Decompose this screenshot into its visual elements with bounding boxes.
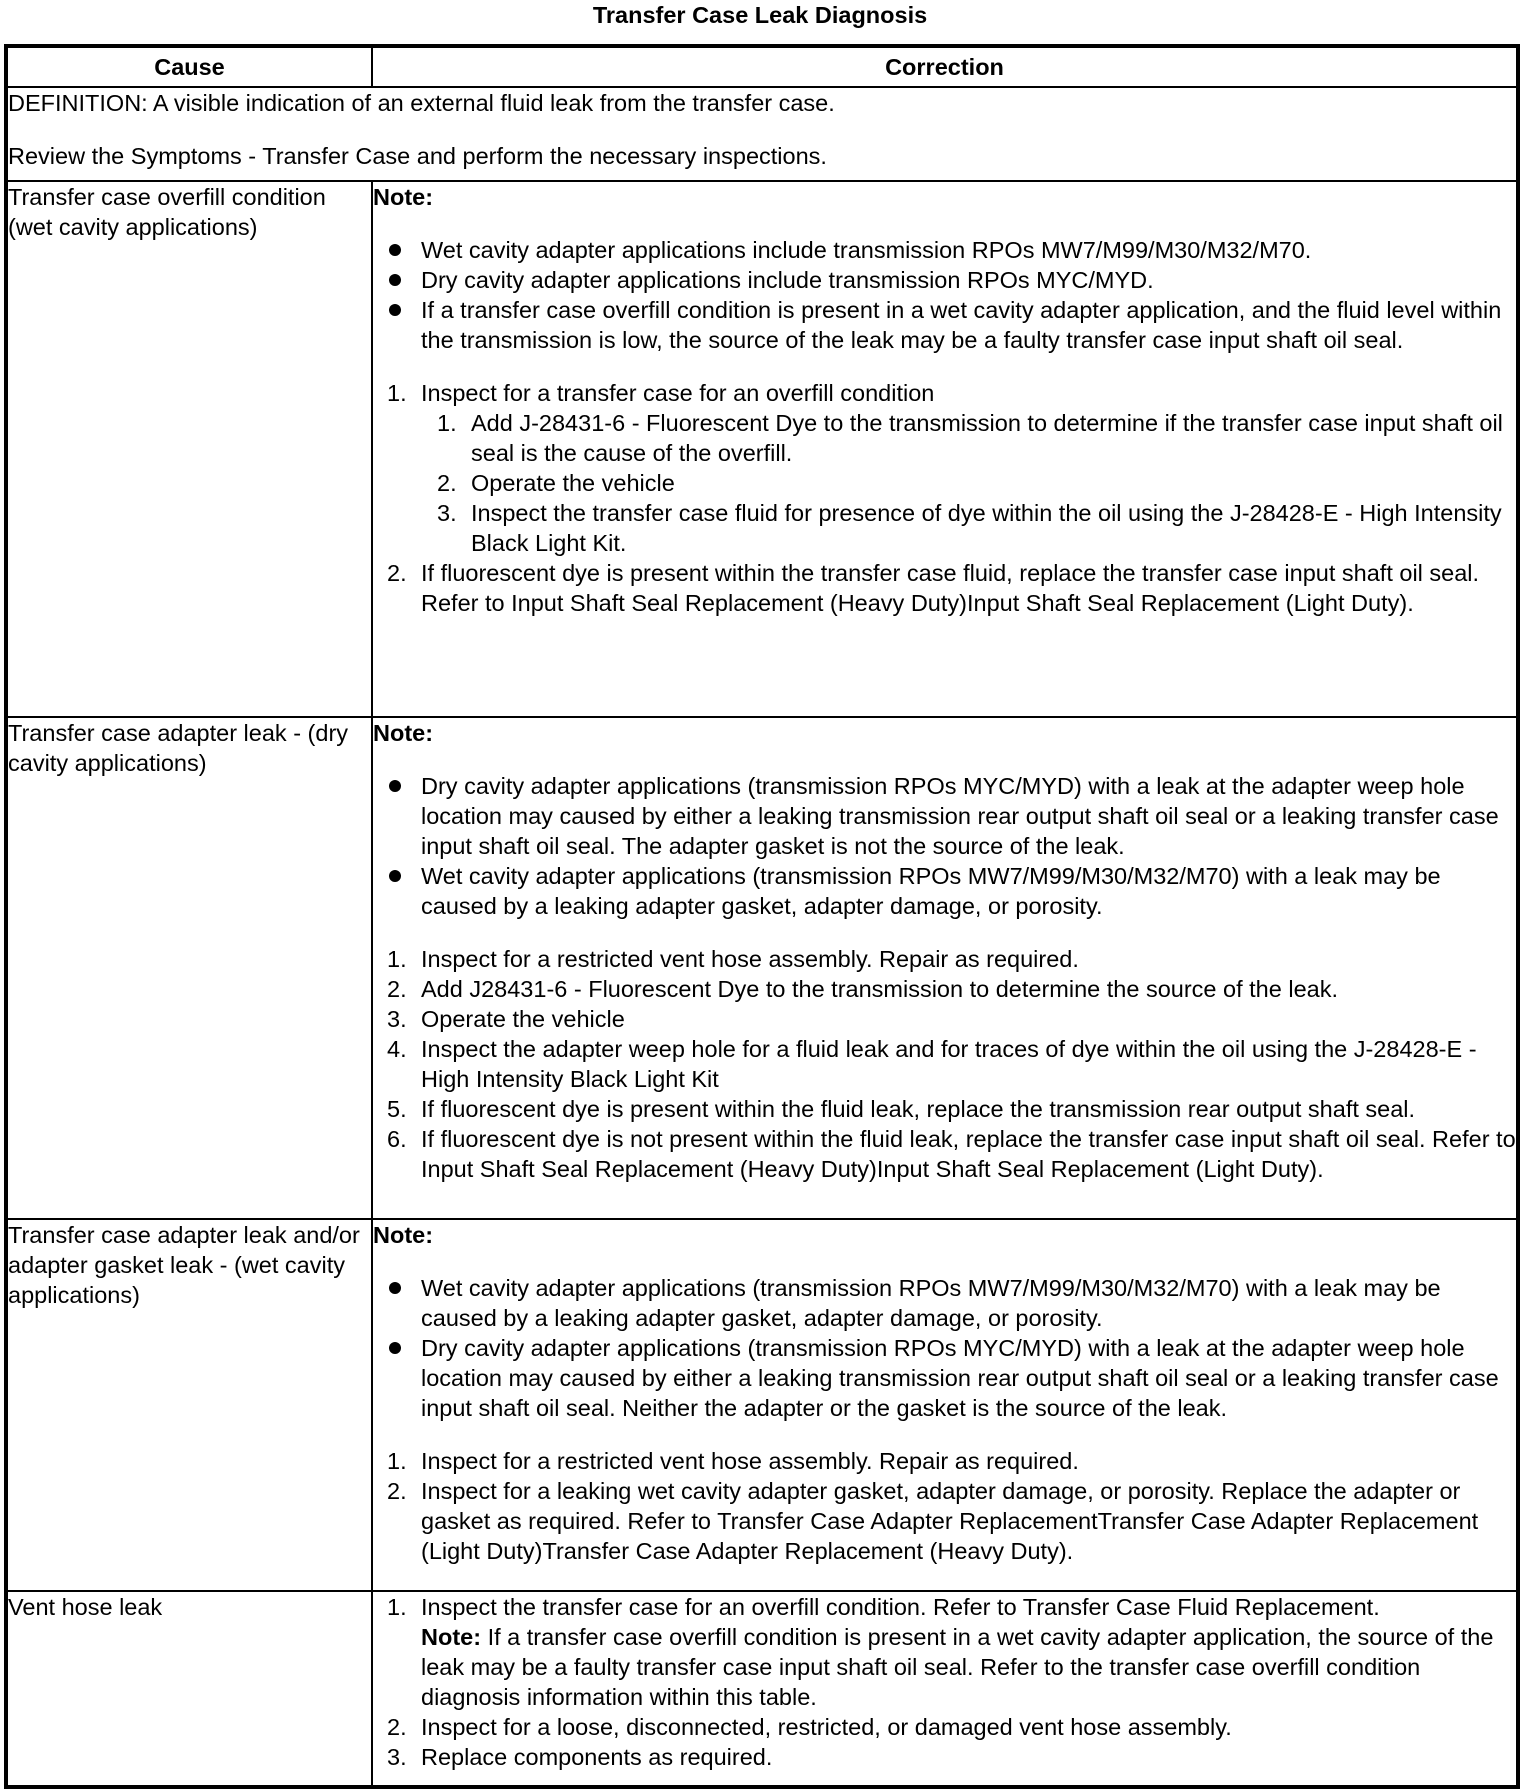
correction-cell — [372, 717, 1518, 1219]
table-row — [6, 181, 1518, 717]
note-label: Note: — [373, 720, 434, 746]
procedure-step — [373, 1592, 1516, 1712]
step-number: 6. — [387, 1126, 407, 1152]
sub-step — [421, 498, 1516, 558]
step-number: 2. — [387, 560, 407, 586]
note-bullet: Dry cavity adapter applications include transmission RPOs MYC/MYD. — [373, 265, 1516, 295]
table-row — [6, 1591, 1518, 1787]
sub-step-number: 2. — [437, 470, 457, 496]
step-text: Inspect for a restricted vent hose assembly. Repair as required. — [421, 946, 1079, 972]
note-label: Note: — [373, 1222, 434, 1248]
step-text: Inspect for a leaking wet cavity adapter gasket, adapter damage, or porosity. Replace the adapter or gasket as required. Refer to Transfer Case Adapter ReplacementTransfer Case Adapter Replacement (Light Duty)Transfer Case Adapter Replacement (Heavy Duty). — [421, 1478, 1479, 1564]
cause-cell: Transfer case overfill condition (wet cavity applications) — [6, 181, 372, 717]
diagnosis-table — [4, 44, 1520, 1789]
procedure-step — [373, 1712, 1516, 1742]
note-bullet: Dry cavity adapter applications (transmission RPOs MYC/MYD) with a leak at the adapter weep hole location may caused by either a leaking transmission rear output shaft oil seal or a leaking transfer case input shaft oil seal. Neither the adapter or the gasket is the source of the leak. — [373, 1333, 1516, 1423]
step-text: Add J28431-6 - Fluorescent Dye to the transmission to determine the source of the leak. — [421, 976, 1338, 1002]
procedure-step — [373, 1094, 1516, 1124]
definition-text: DEFINITION: A visible indication of an external fluid leak from the transfer case. — [8, 90, 835, 116]
inline-note-label: Note: — [421, 1624, 482, 1650]
procedure-step — [373, 378, 1516, 558]
sub-step-text: Add J-28431-6 - Fluorescent Dye to the transmission to determine if the transfer case input shaft oil seal is the cause of the overfill. — [471, 410, 1503, 466]
note-bullet: Dry cavity adapter applications (transmission RPOs MYC/MYD) with a leak at the adapter weep hole location may caused by either a leaking transmission rear output shaft oil seal or a leaking transfer case input shaft oil seal. The adapter gasket is not the source of the leak. — [373, 771, 1516, 861]
step-text: Inspect the adapter weep hole for a fluid leak and for traces of dye within the oil using the J-28428-E - High Intensity Black Light Kit — [421, 1036, 1477, 1092]
procedure-steps — [373, 944, 1516, 1184]
procedure-step — [373, 1034, 1516, 1094]
procedure-step — [373, 1742, 1516, 1772]
correction-cell — [372, 181, 1518, 717]
column-header-correction: Correction — [372, 46, 1518, 87]
note-bullet-list — [373, 235, 1516, 355]
step-number: 4. — [387, 1036, 407, 1062]
correction-cell — [372, 1219, 1518, 1591]
sub-step-text: Inspect the transfer case fluid for presence of dye within the oil using the J-28428-E - High Intensity Black Light Kit. — [471, 500, 1502, 556]
step-number: 1. — [387, 946, 407, 972]
step-number: 2. — [387, 976, 407, 1002]
table-header-row — [6, 46, 1518, 87]
note-bullet-list — [373, 771, 1516, 921]
step-text: Inspect for a restricted vent hose assembly. Repair as required. — [421, 1448, 1079, 1474]
procedure-step — [373, 944, 1516, 974]
step-text: Operate the vehicle — [421, 1006, 625, 1032]
table-row — [6, 1219, 1518, 1591]
note-bullet: Wet cavity adapter applications (transmission RPOs MW7/M99/M30/M32/M70) with a leak may be caused by a leaking adapter gasket, adapter damage, or porosity. — [373, 1273, 1516, 1333]
procedure-step — [373, 1476, 1516, 1566]
definition-cell — [6, 87, 1518, 181]
note-bullet-list — [373, 1273, 1516, 1423]
correction-cell — [372, 1591, 1518, 1787]
procedure-steps — [373, 1446, 1516, 1566]
cause-cell: Vent hose leak — [6, 1591, 372, 1787]
page-title: Transfer Case Leak Diagnosis — [592, 2, 928, 28]
definition-row — [6, 87, 1518, 181]
column-header-cause: Cause — [6, 46, 372, 87]
sub-step-text: Operate the vehicle — [471, 470, 675, 496]
note-bullet: If a transfer case overfill condition is present in a wet cavity adapter application, and the fluid level within the transmission is low, the source of the leak may be a faulty transfer case input shaft oil seal. — [373, 295, 1516, 355]
step-text: Inspect the transfer case for an overfill condition. Refer to Transfer Case Fluid Replacement. — [421, 1594, 1380, 1620]
sub-step-number: 3. — [437, 500, 457, 526]
sub-step — [421, 468, 1516, 498]
procedure-step — [373, 1004, 1516, 1034]
sub-step-number: 1. — [437, 410, 457, 436]
sub-steps — [421, 408, 1516, 558]
step-number: 1. — [387, 1448, 407, 1474]
review-symptoms-text: Review the Symptoms - Transfer Case and perform the necessary inspections. — [8, 143, 827, 169]
step-number: 3. — [387, 1006, 407, 1032]
procedure-step — [373, 558, 1516, 618]
step-text: Replace components as required. — [421, 1744, 773, 1770]
procedure-steps — [373, 378, 1516, 618]
step-number: 5. — [387, 1096, 407, 1122]
cause-cell: Transfer case adapter leak - (dry cavity applications) — [6, 717, 372, 1219]
step-number: 3. — [387, 1744, 407, 1770]
step-text: If fluorescent dye is not present within the fluid leak, replace the transfer case input shaft oil seal. Refer to Input Shaft Seal Replacement (Heavy Duty)Input Shaft Seal Replacement (Light Duty). — [421, 1126, 1516, 1182]
procedure-steps — [373, 1592, 1516, 1772]
procedure-step — [373, 1446, 1516, 1476]
step-number: 1. — [387, 380, 407, 406]
note-bullet: Wet cavity adapter applications include transmission RPOs MW7/M99/M30/M32/M70. — [373, 235, 1516, 265]
table-row — [6, 717, 1518, 1219]
note-bullet: Wet cavity adapter applications (transmission RPOs MW7/M99/M30/M32/M70) with a leak may be caused by a leaking adapter gasket, adapter damage, or porosity. — [373, 861, 1516, 921]
step-text: If fluorescent dye is present within the transfer case fluid, replace the transfer case input shaft oil seal. Refer to Input Shaft Seal Replacement (Heavy Duty)Input Shaft Seal Replacement (Light Duty). — [421, 560, 1480, 616]
cause-cell: Transfer case adapter leak and/or adapter gasket leak - (wet cavity applications) — [6, 1219, 372, 1591]
procedure-step — [373, 1124, 1516, 1184]
note-label: Note: — [373, 184, 434, 210]
step-text: Inspect for a loose, disconnected, restricted, or damaged vent hose assembly. — [421, 1714, 1232, 1740]
step-text: If fluorescent dye is present within the fluid leak, replace the transmission rear output shaft seal. — [421, 1096, 1416, 1122]
procedure-step — [373, 974, 1516, 1004]
sub-step — [421, 408, 1516, 468]
step-number: 1. — [387, 1594, 407, 1620]
step-number: 2. — [387, 1478, 407, 1504]
inline-note-text: If a transfer case overfill condition is present in a wet cavity adapter application, the source of the leak may be a faulty transfer case input shaft oil seal. Refer to the transfer case overfill condition diagnosis information within this table. — [421, 1624, 1494, 1710]
step-number: 2. — [387, 1714, 407, 1740]
step-text: Inspect for a transfer case for an overfill condition — [421, 380, 935, 406]
